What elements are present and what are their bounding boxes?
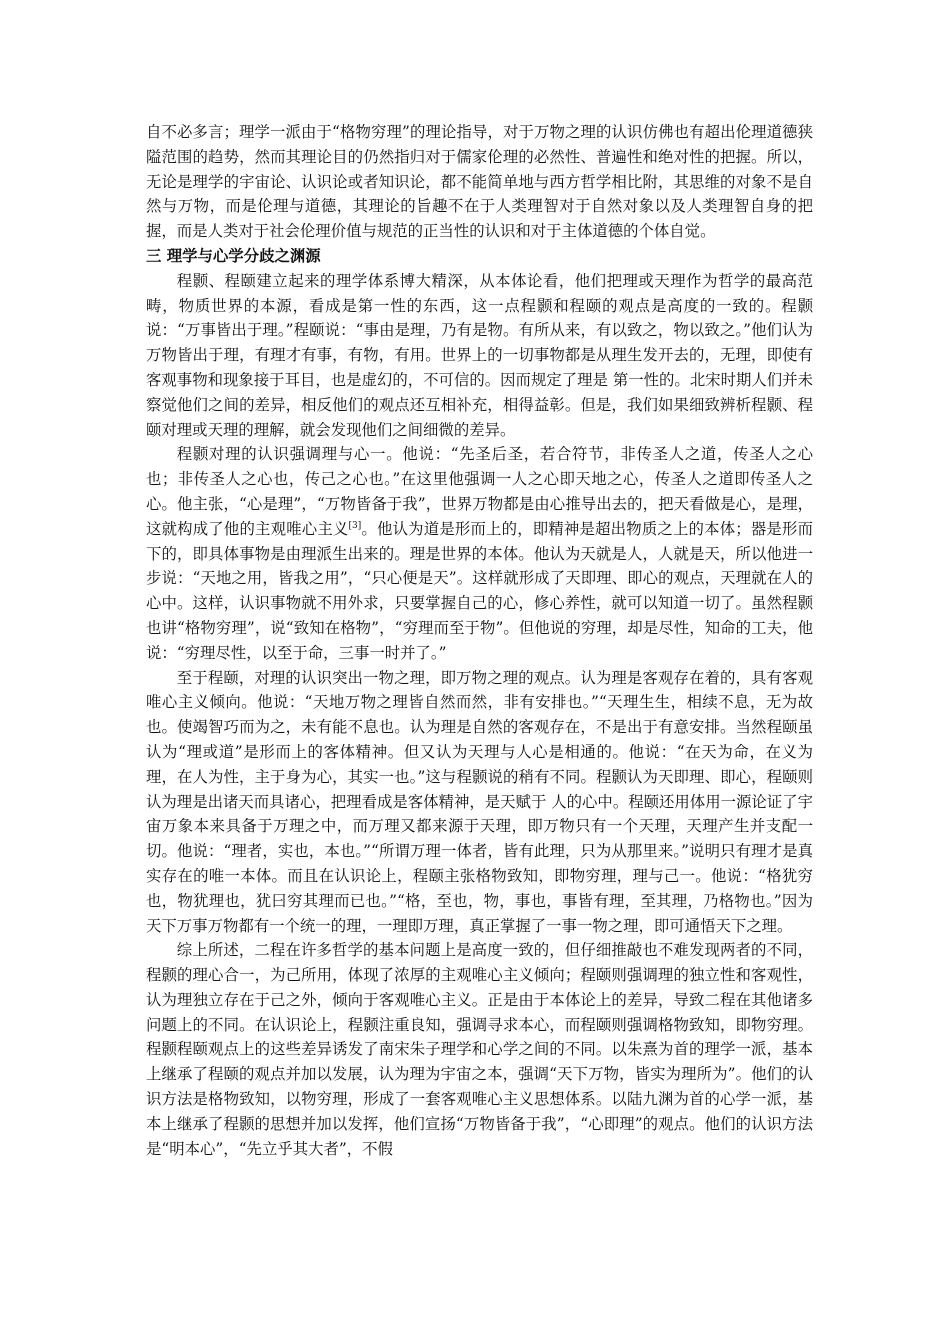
paragraph-4: 综上所述，二程在许多哲学的基本问题上是高度一致的，但仔细推敲也不难发现两者的不同，程颢的理心合一，为己所用，体现了浓厚的主观唯心主义倾向；程颐则强调理的独立性和客观性，认为理独立存在于己之外，倾向于客观唯心主义。正是由于本体论上的差异，导致二程在其他诸多问题上的不同。在认识论上，程颢注重良知，强调寻求本心，而程颐则强调格物致知，即物穷理。程颢程颐观点上的这些差异诱发了南宋朱子理学和心学之间的不同。以朱熹为首的理学一派，基本上继承了程颐的观点并加以发展，认为理为宇宙之本，强调“天下万物，皆实为理所为”。他们的认识方法是格物致知，以物穷理，形成了一套客观唯心主义思想体系。以陆九渊为首的心学一派，基本上继承了程颢的思想并加以发挥，他们宣扬“万物皆备于我”，“心即理”的观点。他们的认识方法是“明本心”，“先立乎其大者”，不假: [146, 941, 813, 1158]
footnote-reference[interactable]: [3]: [348, 520, 362, 531]
paragraph-2-part-a: 程颢对理的认识强调理与心一。他说：“先圣后圣，若合符节，非传圣人之道，传圣人之心也；非传圣人之心也，传己之心也。”在这里他强调一人之心即天地之心，传圣人之道即传圣人之心。他主张，“心是理”，“万物皆备于我”，世界万物都是由心推导出去的，把天看做是心，是理，这就构成了他的主观唯心主义: [146, 445, 813, 538]
paragraph-2-part-b: 。他认为道是形而上的，即精神是超出物质之上的本体；器是形而下的，即具体事物是由理派生出来的。理是世界的本体。他认为天就是人，人就是天，所以他进一步说：“天地之用，皆我之用”，“只心便是天”。这样就形成了天即理、即心的观点，天理就在人的心中。这样，认识事物就不用外求，只要掌握自己的心，修心养性，就可以知道一切了。虽然程颢也讲“格物穷理”，说“致知在格物”，“穷理而至于物”。但他说的穷理，却是尽性，知命的工夫，他说：“穷理尽性，以至于命，三事一时并了。”: [146, 519, 813, 662]
document-page: [146, 120, 813, 1161]
paragraph-1: 程颢、程颐建立起来的理学体系博大精深，从本体论看，他们把理或天理作为哲学的最高范畴，物质世界的本源，看成是第一性的东西，这一点程颢和程颐的观点是高度的一致的。程颢说：“万事皆出于理。”程颐说：“事由是理，乃有是物。有所从来，有以致之，物以致之。”他们认为万物皆出于理，有理才有事，有物，有用。世界上的一切事物都是从理生发开去的，无理，即使有客观事物和现象接于耳目，也是虚幻的，不可信的。因而规定了理是 第一性的。北宋时期人们并未察觉他们之间的差异，相反他们的观点还互相补充，相得益彰。但是，我们如果细致辨析程颢、程颐对理或天理的理解，就会发现他们之间细微的差异。: [146, 271, 813, 439]
section-heading: 三 理学与心学分歧之渊源: [146, 246, 321, 265]
paragraph-3: 至于程颐，对理的认识突出一物之理，即万物之理的观点。认为理是客观存在着的，具有客观唯心主义倾向。他说：“天地万物之理皆自然而然，非有安排也。”“天理生生，相续不息，无为故也。使竭智巧而为之，未有能不息也。认为理是自然的客观存在，不是出于有意安排。当然程颐虽认为“理或道”是形而上的客体精神。但又认为天理与人心是相通的。他说：“在天为命，在义为理，在人为性，主于身为心，其实一也。”这与程颢说的稍有不同。程颢认为天即理、即心，程颐则认为理是出诸天而具诸心，把理看成是客体精神，是天赋于 人的心中。程颐还用体用一源论证了宇宙万象本来具备于万理之中，而万理又都来源于天理，即万物只有一个天理，天理产生并支配一切。他说：“理者，实也，本也。”“所谓万理一体者，皆有此理，只为从那里来。”说明只有理才是真实存在的唯一本体。而且在认识论上，程颐主张格物致知，即物穷理，理与己一。他说：“格犹穷也，物犹理也，犹曰穷其理而已也。”“格，至也，物，事也，事皆有理，至其理，乃格物也。”因为天下万事万物都有一个统一的理，一理即万理，真正掌握了一事一物之理，即可通悟天下之理。: [146, 668, 813, 935]
paragraph-2: [146, 442, 813, 665]
paragraph-intro: 自不必多言；理学一派由于“格物穷理”的理论指导，对于万物之理的认识仿佛也有超出伦理道德狭隘范围的趋势，然而其理论目的仍然指归对于儒家伦理的必然性、普遍性和绝对性的把握。所以，无论是理学的宇宙论、认识论或者知识论，都不能简单地与西方哲学相比附，其思维的对象不是自然与万物，而是伦理与道德，其理论的旨趣不在于人类理智对于自然对象以及人类理智自身的把握，而是人类对于社会伦理价值与规范的正当性的认识和对于主体道德的个体自觉。: [146, 123, 813, 241]
